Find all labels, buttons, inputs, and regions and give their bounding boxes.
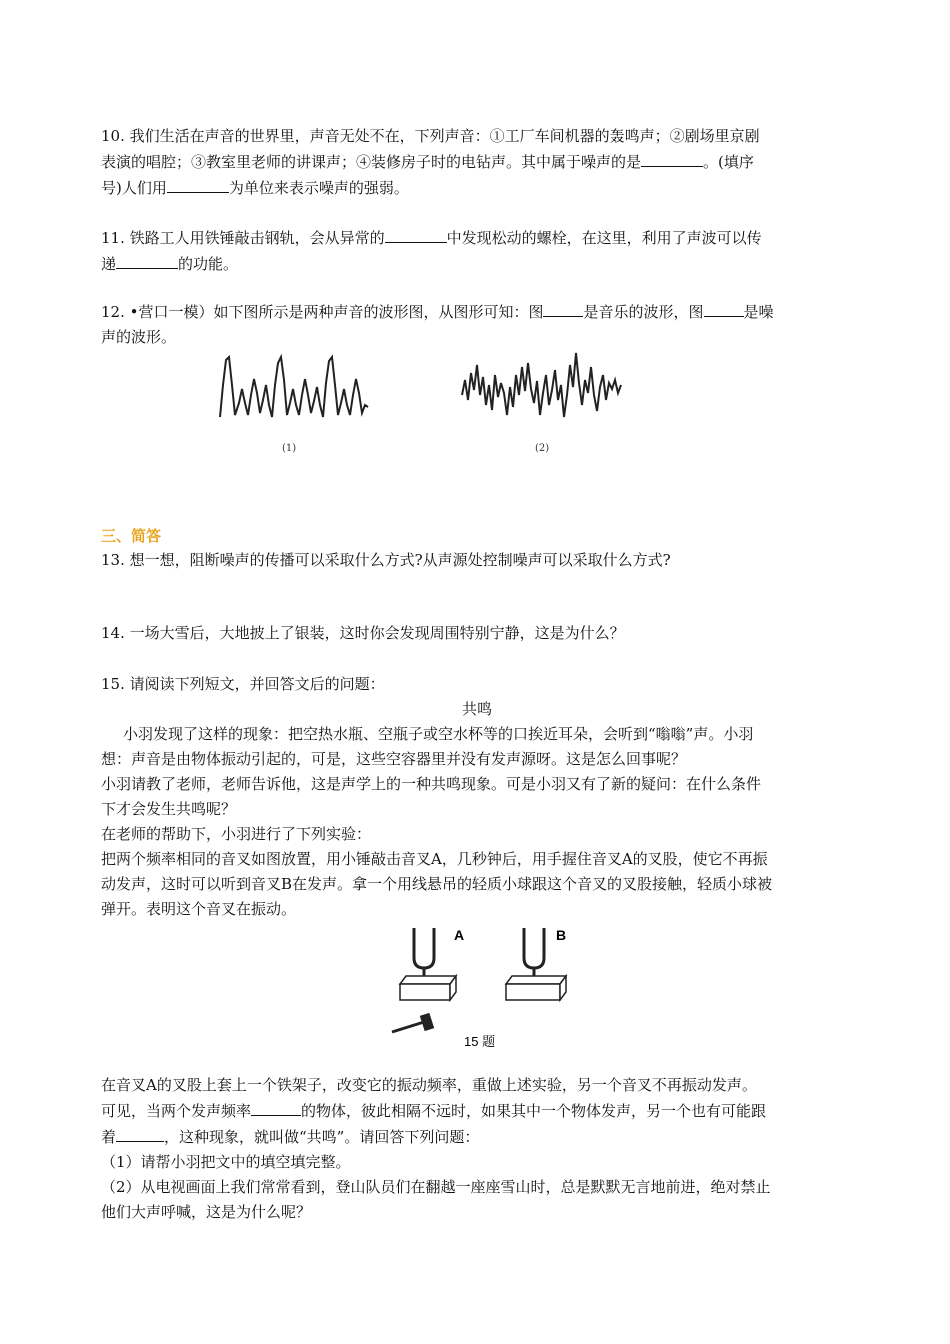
q15-blank-frequency[interactable] [251, 1098, 301, 1116]
tuning-fork-b [506, 927, 566, 1000]
tuning-fork-a [400, 927, 464, 1000]
q15-intro-text: 15. 请阅读下列短文，并回答文后的问题： [101, 675, 385, 693]
passage-p3: 在老师的帮助下，小羽进行了下列实验： [101, 825, 372, 843]
fork-a-label: A [454, 927, 465, 943]
hammer-icon [392, 1013, 434, 1032]
q10-line2-text: 表演的唱腔；③教室里老师的讲课声；④装修房子时的电钻声。其中属于噪声的是 [101, 153, 642, 171]
passage-p7-text: 着 [101, 1128, 117, 1146]
q15-sub-question-1: （1）请帮小羽把文中的填空填完整。 [101, 1153, 351, 1171]
q10-line1: 10. 我们生活在声音的世界里，声音无处不在，下列声音：①工厂车间机器的轰鸣声；②剧场里京剧 [101, 127, 760, 145]
question-12 [101, 299, 853, 350]
passage-p4-line2: 动发声，这时可以听到音叉B在发声。拿一个用线悬吊的轻质小球跟这个音叉的叉股接触，轻质小球被 [101, 875, 773, 893]
q12-blank-noise[interactable] [704, 299, 744, 317]
q15-blank-resonate[interactable] [116, 1124, 164, 1142]
question-13 [101, 548, 853, 573]
q15-sub-question-2-line2: 他们大声呼喊，这是为什么呢？ [101, 1203, 312, 1221]
q12-blank-music[interactable] [543, 299, 583, 317]
passage-p4-line3: 弹开。表明这个音叉在振动。 [101, 900, 297, 918]
q10-line3-tail: 为单位来表示噪声的强弱。 [228, 179, 409, 197]
q12-line1-tail: 是噪 [743, 303, 774, 321]
tuning-fork-figure [380, 922, 580, 1060]
q11-line2-text: 递 [101, 255, 117, 273]
passage-p1-line1: 小羽发现了这样的现象：把空热水瓶、空瓶子或空水杯等的口挨近耳朵，会听到“嗡嗡”声。小羽 [123, 725, 754, 743]
passage-p2-line1: 小羽请教了老师，老师告诉他，这是声学上的一种共鸣现象。可是小羽又有了新的疑问：在什么条件 [101, 775, 762, 793]
passage-p2-line2: 下才会发生共鸣呢？ [101, 800, 237, 818]
passage-body [101, 722, 853, 922]
question-11 [101, 225, 853, 277]
passage-p5: 在音叉A的叉股上套上一个铁架子，改变它的振动频率，重做上述实验，另一个音叉不再振动发声。 [101, 1076, 757, 1094]
q11-blank-sound[interactable] [385, 225, 447, 243]
q15-sub-question-2-line1: （2）从电视画面上我们常常看到，登山队员们在翻越一座座雪山时，总是默默无言地前进，绝对禁止 [101, 1178, 771, 1196]
q11-line1-tail: 中发现松动的螺栓，在这里，利用了声波可以传 [446, 229, 762, 247]
passage-p6-text: 可见，当两个发声频率 [101, 1102, 252, 1120]
waveform-figures [210, 345, 640, 460]
passage-title: 共鸣 [461, 700, 492, 718]
q11-blank-function[interactable] [116, 251, 178, 269]
q13-text: 13. 想一想，阻断噪声的传播可以采取什么方式?从声源处控制噪声可以采取什么方式? [101, 551, 671, 569]
waveform-noise [462, 353, 621, 454]
passage-p4-line1: 把两个频率相同的音叉如图放置，用小锤敲击音叉A，几秒钟后，用手握住音叉A的叉股，使它不再振 [101, 850, 768, 868]
fig1-label: (1) [282, 443, 297, 454]
figure-caption: 15 题 [464, 1034, 496, 1049]
q10-blank-unit[interactable] [167, 175, 229, 193]
q12-line2: 声的波形。 [101, 328, 177, 346]
section-3-heading: 三、简答 [101, 527, 162, 545]
passage-conclusion [101, 1073, 853, 1225]
q12-line1-text: 12. •营口一模）如下图所示是两种声音的波形图，从图形可知：图 [101, 303, 544, 321]
q11-line1-text: 11. 铁路工人用铁锤敲击钢轨，会从异常的 [101, 229, 385, 247]
q14-text: 14. 一场大雪后，大地披上了银装，这时你会发现周围特别宁静，这是为什么？ [101, 624, 625, 642]
q10-blank-noise[interactable] [641, 149, 703, 167]
fork-b-label: B [556, 927, 567, 943]
q10-line2-tail: 。(填序 [703, 153, 754, 171]
waveform-music [220, 357, 368, 454]
q11-line2-tail: 的功能。 [178, 255, 239, 273]
question-10 [101, 124, 853, 201]
question-15-intro [101, 672, 853, 697]
passage-p6-tail: 的物体，彼此相隔不远时，如果其中一个物体发声，另一个也有可能跟 [301, 1102, 767, 1120]
question-14 [101, 621, 853, 646]
passage-p7-tail: ，这种现象，就叫做“共鸣”。请回答下列问题： [164, 1128, 480, 1146]
passage-p1-line2: 想：声音是由物体振动引起的，可是，这些空容器里并没有发声源呀。这是怎么回事呢？ [101, 750, 687, 768]
q12-line1-mid: 是音乐的波形，图 [583, 303, 704, 321]
q10-line3-text: 号)人们用 [101, 179, 167, 197]
fig2-label: (2) [535, 443, 550, 454]
